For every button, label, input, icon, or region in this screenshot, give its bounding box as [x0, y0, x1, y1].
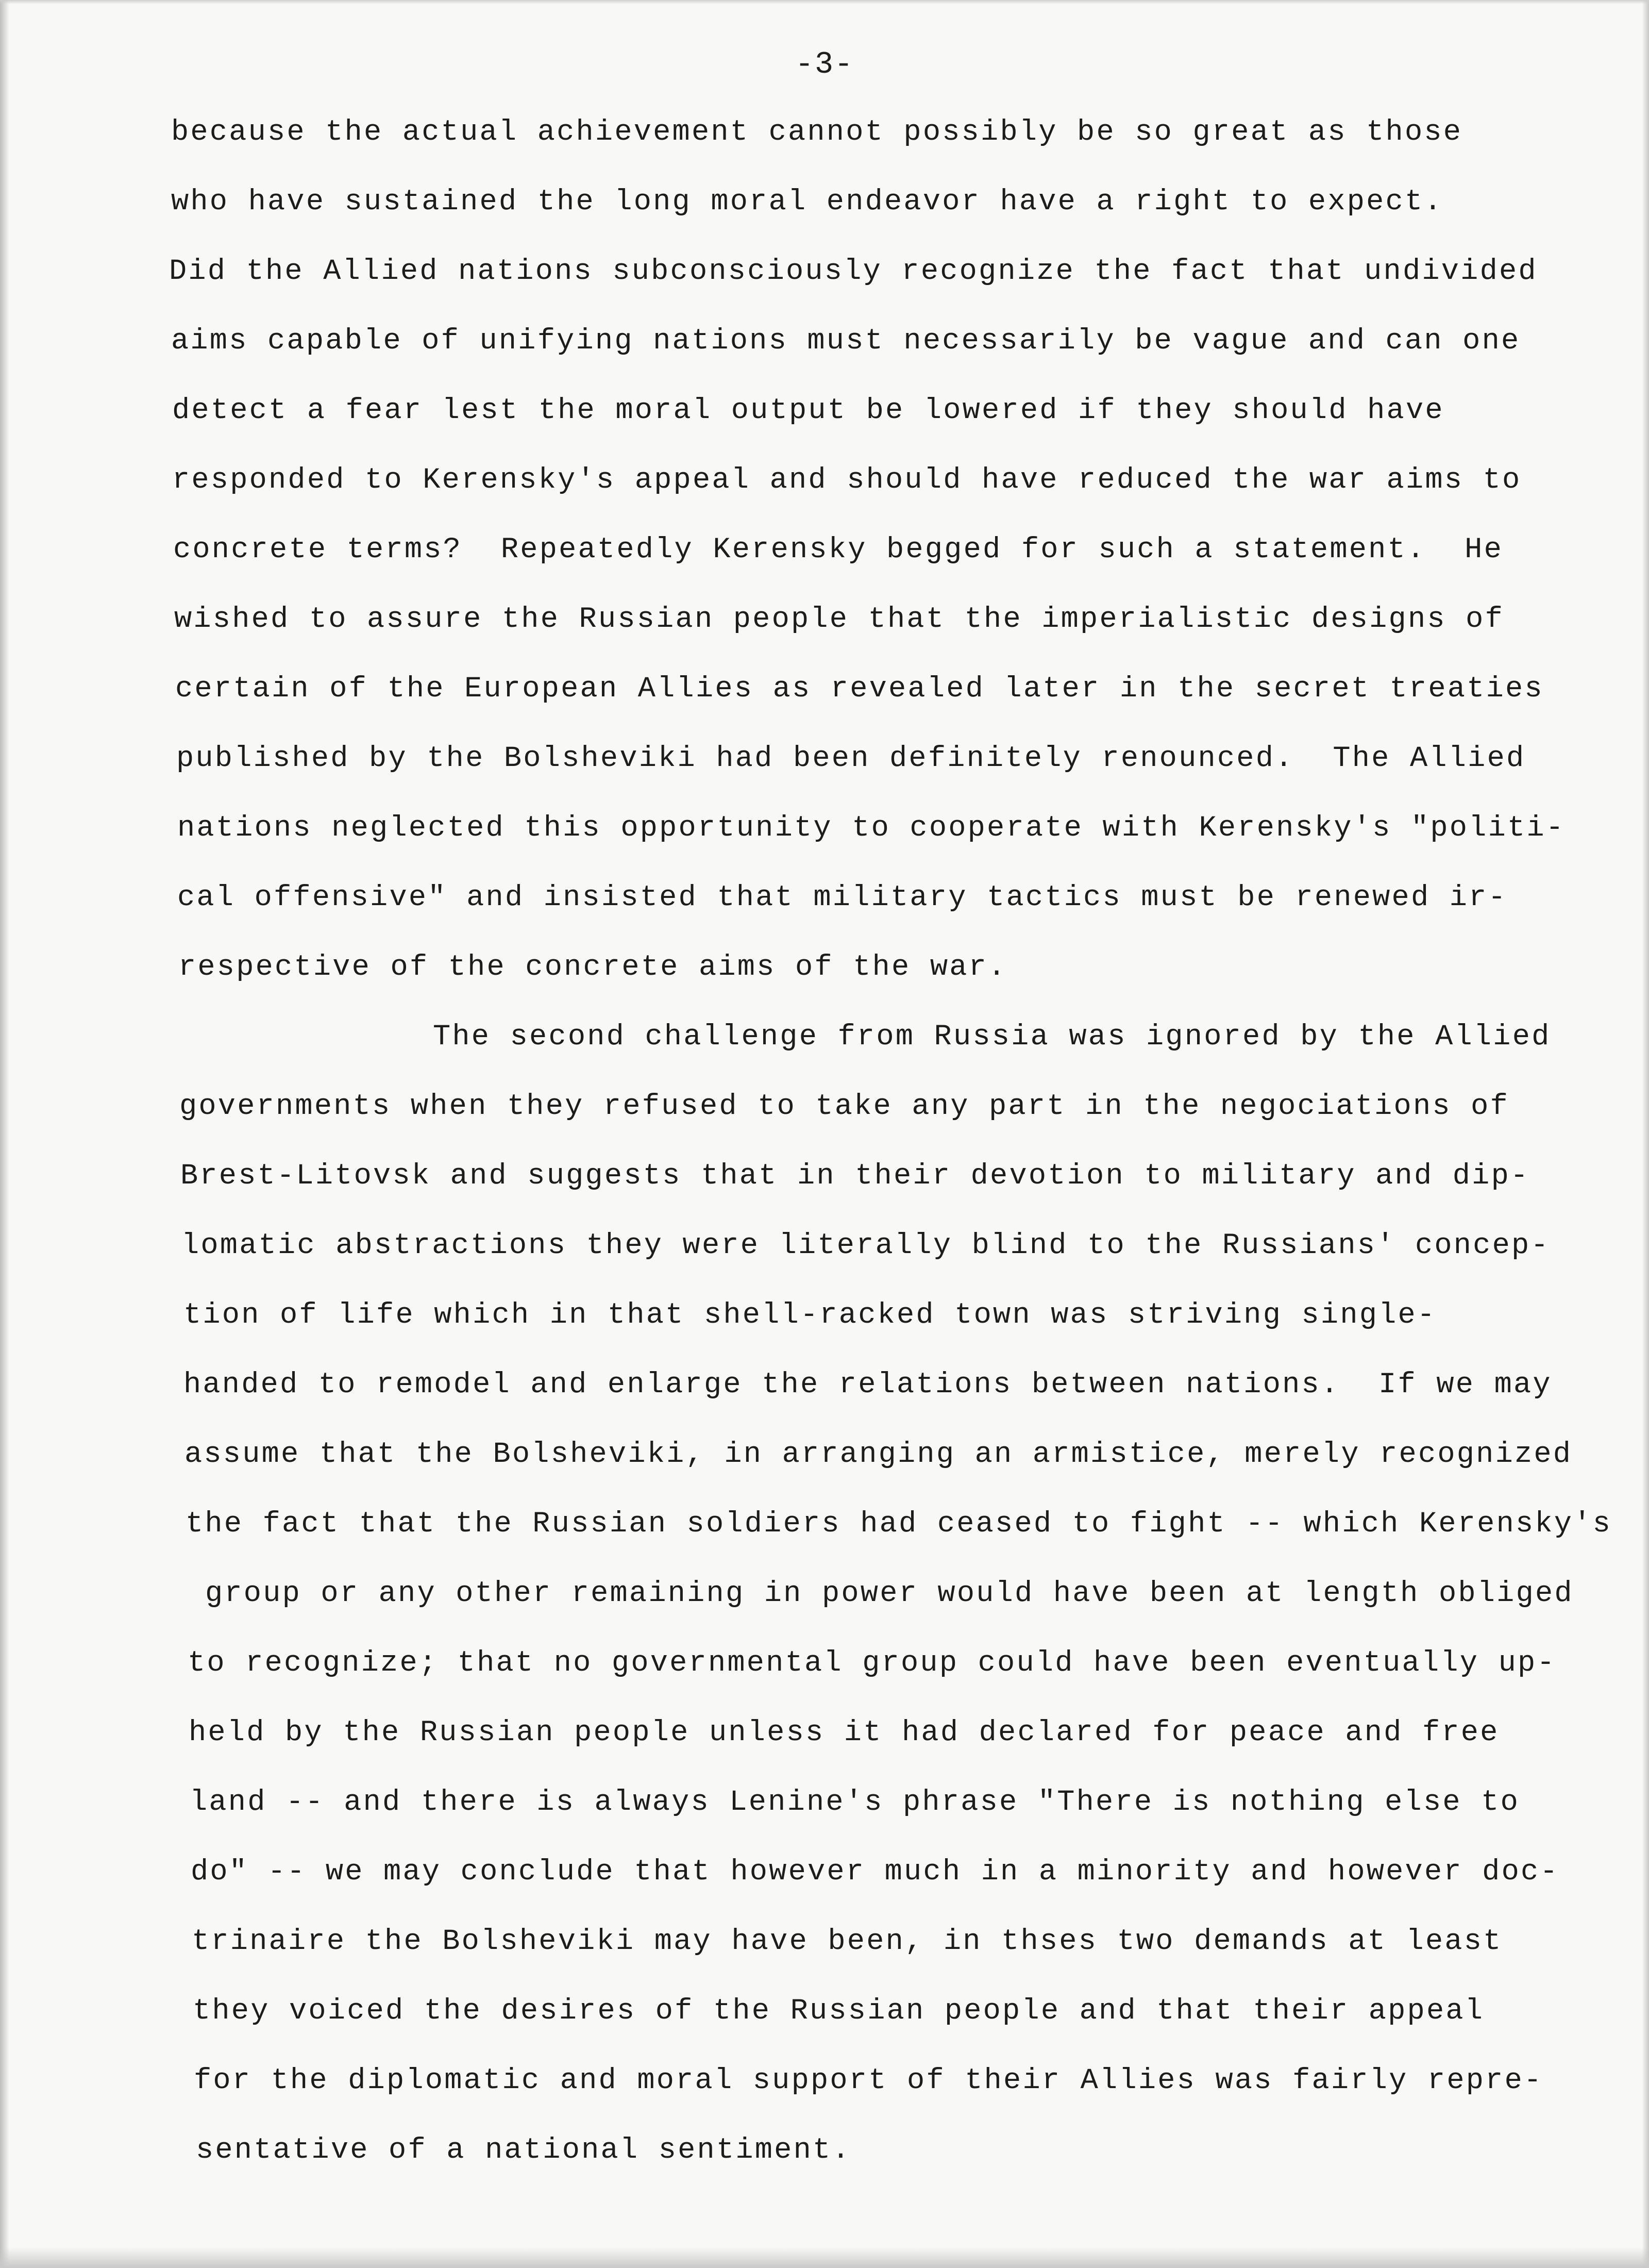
- text-line: sentative of a national sentiment.: [196, 2134, 851, 2167]
- text-line: do" -- we may conclude that however much in a minority and however doc-: [191, 1856, 1559, 1889]
- page-number: -3-: [795, 47, 854, 82]
- page-edge-left: [0, 0, 9, 2268]
- paragraph-first-line: The second challenge from Russia was ignored by the Allied: [433, 1021, 1551, 1054]
- text-line: to recognize; that no governmental group could have been eventually up-: [188, 1647, 1556, 1680]
- text-line: tion of life which in that shell-racked town was striving single-: [183, 1299, 1437, 1332]
- text-line: respective of the concrete aims of the war.: [178, 951, 1007, 984]
- text-line: Did the Allied nations subconsciously recognize the fact that undivided: [169, 255, 1538, 288]
- text-line: trinaire the Bolsheviki may have been, in thses two demands at least: [192, 1925, 1503, 1958]
- text-line: because the actual achievement cannot possibly be so great as those: [171, 116, 1463, 149]
- text-line: land -- and there is always Lenine's phrase "There is nothing else to: [190, 1786, 1520, 1819]
- text-line: the fact that the Russian soldiers had ceased to fight -- which Kerensky's: [186, 1508, 1612, 1541]
- text-line: for the diplomatic and moral support of their Allies was fairly repre-: [194, 2064, 1543, 2097]
- text-line: aims capable of unifying nations must necessarily be vague and can one: [171, 325, 1521, 358]
- text-line: they voiced the desires of the Russian people and that their appeal: [193, 1995, 1485, 2028]
- page-edge-bottom: [0, 2247, 1649, 2268]
- text-line: responded to Kerensky's appeal and should have reduced the war aims to: [172, 464, 1522, 497]
- text-line: governments when they refused to take any part in the negociations of: [179, 1090, 1509, 1123]
- page-edge-right: [1642, 0, 1649, 2268]
- text-line: certain of the European Allies as revealed later in the secret treaties: [175, 673, 1544, 706]
- text-line: cal offensive" and insisted that military tactics must be renewed ir-: [177, 881, 1507, 914]
- text-line: who have sustained the long moral endeavor have a right to expect.: [171, 186, 1443, 219]
- text-line: handed to remodel and enlarge the relations between nations. If we may: [183, 1369, 1552, 1402]
- text-line: Brest-Litovsk and suggests that in their devotion to military and dip-: [180, 1160, 1530, 1193]
- text-line: held by the Russian people unless it had declared for peace and free: [189, 1716, 1500, 1749]
- text-line: published by the Bolsheviki had been definitely renounced. The Allied: [176, 742, 1526, 775]
- text-line: lomatic abstractions they were literally blind to the Russians' concep-: [181, 1229, 1550, 1262]
- text-line: group or any other remaining in power would have been at length obliged: [205, 1577, 1574, 1610]
- text-line: concrete terms? Repeatedly Kerensky begged for such a statement. He: [173, 533, 1503, 566]
- page-edge-top: [0, 0, 1649, 4]
- text-line: assume that the Bolsheviki, in arranging an armistice, merely recognized: [184, 1438, 1573, 1471]
- text-line: detect a fear lest the moral output be lowered if they should have: [172, 394, 1444, 427]
- text-line: wished to assure the Russian people that the imperialistic designs of: [174, 603, 1504, 636]
- text-line: nations neglected this opportunity to cooperate with Kerensky's "politi-: [177, 812, 1566, 845]
